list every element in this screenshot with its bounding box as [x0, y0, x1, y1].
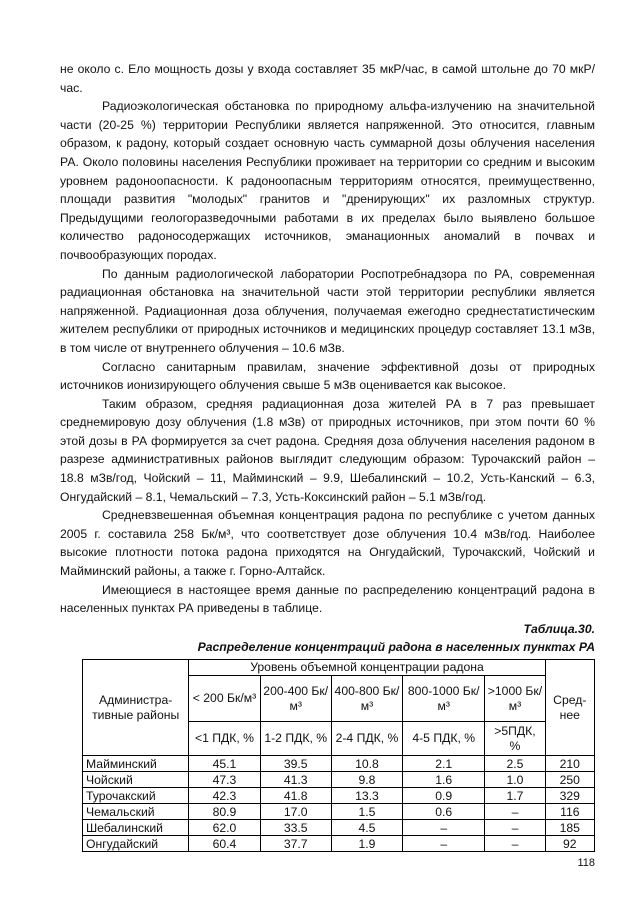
- value-cell: 1.9: [331, 836, 402, 852]
- value-cell: 9.8: [331, 772, 402, 788]
- district-cell: Шебалинский: [83, 820, 189, 836]
- value-cell: 185: [545, 820, 594, 836]
- district-cell: Онгудайский: [83, 836, 189, 852]
- table-row: [83, 788, 595, 804]
- page-content: [60, 60, 595, 852]
- value-cell: 250: [545, 772, 594, 788]
- page-number: 118: [577, 857, 595, 869]
- table-caption: Таблица.30.: [523, 621, 595, 636]
- value-cell: 0.9: [403, 788, 485, 804]
- header-pdk: >5ПДК, %: [485, 722, 545, 756]
- value-cell: 17.0: [260, 804, 331, 820]
- radon-table: [82, 659, 595, 852]
- district-cell: Чемальский: [83, 804, 189, 820]
- value-cell: 41.3: [260, 772, 331, 788]
- table-row: [83, 836, 595, 852]
- paragraph-lab-data: По данным радиологической лаборатории Роспотребнадзора по РА, современная радиационная обстановка на значительной части этой территории республики является напряженной. Радиационная доза облучения, получаемая ежегодно среднестатистическим жителем республики от природных источников и медицинских процедур составляет 13.1 мЗв, в том числе от внутреннего облучения – 10.6 мЗв.: [60, 266, 595, 355]
- value-cell: 1.7: [485, 788, 545, 804]
- value-cell: 1.6: [403, 772, 485, 788]
- value-cell: 47.3: [189, 772, 260, 788]
- value-cell: 1.5: [331, 804, 402, 820]
- value-cell: 45.1: [189, 756, 260, 772]
- header-pdk: <1 ПДК, %: [189, 722, 260, 756]
- district-cell: Майминский: [83, 756, 189, 772]
- value-cell: 92: [545, 836, 594, 852]
- value-cell: 42.3: [189, 788, 260, 804]
- header-range: 800-1000 Бк/м³: [403, 676, 485, 722]
- header-pdk: 2-4 ПДК, %: [331, 722, 402, 756]
- value-cell: –: [485, 836, 545, 852]
- table-row: [83, 756, 595, 772]
- value-cell: –: [485, 820, 545, 836]
- value-cell: 33.5: [260, 820, 331, 836]
- paragraph-table-intro: Имеющиеся в настоящее время данные по распределению концентраций радона в населенных пунктах РА приведены в таблице.: [60, 582, 595, 616]
- header-pdk: 1-2 ПДК, %: [260, 722, 331, 756]
- header-pdk: 4-5 ПДК, %: [403, 722, 485, 756]
- value-cell: 2.1: [403, 756, 485, 772]
- value-cell: 329: [545, 788, 594, 804]
- table-title: Распределение концентраций радона в населенных пунктах РА: [197, 640, 595, 655]
- header-district: Администра-тивные районы: [83, 660, 189, 756]
- paragraph-concentration: Средневзвешенная объемная концентрация радона по республике с учетом данных 2005 г. составила 258 Бк/м³, что соответствует дозе облучения 10.4 мЗв/год. Наиболее высокие плотности потока радона приходятся на Онгудайский, Турочакский, Чойский и Майминский районы, а также г. Горно-Алтайск.: [60, 508, 595, 579]
- paragraph-sanitary-rules: Согласно санитарным правилам, значение эффективной дозы от природных источников ионизирующего облучения свыше 5 мЗв оценивается как высокое.: [60, 359, 595, 393]
- value-cell: 4.5: [331, 820, 402, 836]
- value-cell: 10.8: [331, 756, 402, 772]
- value-cell: –: [403, 820, 485, 836]
- value-cell: 41.8: [260, 788, 331, 804]
- value-cell: 80.9: [189, 804, 260, 820]
- value-cell: 62.0: [189, 820, 260, 836]
- table-row: [83, 772, 595, 788]
- value-cell: 116: [545, 804, 594, 820]
- header-range: < 200 Бк/м³: [189, 676, 260, 722]
- value-cell: 2.5: [485, 756, 545, 772]
- district-cell: Чойский: [83, 772, 189, 788]
- value-cell: 37.7: [260, 836, 331, 852]
- value-cell: 13.3: [331, 788, 402, 804]
- paragraph-radioecology: Радиоэкологическая обстановка по природному альфа-излучению на значительной части (20-25 %) территории Республики является напряженной. Это относится, главным образом, к радону, который создает основную часть суммарной дозы облучения населения РА. Около половины населения Республики проживает на территории со средним и высоким уровнем радоноопасности. К радоноопасным территориям относятся, преимущественно, площади развития "молодых" гранитов и "дренирующих" их разломных структур. Предыдущими геологоразведочными работами в их пределах было выявлено большое количество радоносодержащих источников, эманационных аномалий в почвах и почвообразующих породах.: [60, 99, 595, 262]
- value-cell: –: [403, 836, 485, 852]
- value-cell: –: [485, 804, 545, 820]
- value-cell: 1.0: [485, 772, 545, 788]
- value-cell: 60.4: [189, 836, 260, 852]
- header-range: >1000 Бк/м³: [485, 676, 545, 722]
- header-group: Уровень объемной концентрации радона: [189, 660, 545, 676]
- table-row: [83, 820, 595, 836]
- value-cell: 0.6: [403, 804, 485, 820]
- value-cell: 39.5: [260, 756, 331, 772]
- table-body: [83, 756, 595, 852]
- header-range: 400-800 Бк/м³: [331, 676, 402, 722]
- header-range: 200-400 Бк/м³: [260, 676, 331, 722]
- table-row: [83, 804, 595, 820]
- district-cell: Турочакский: [83, 788, 189, 804]
- paragraph-average-dose: Таким образом, средняя радиационная доза жителей РА в 7 раз превышает среднемировую дозу облучения (1.8 мЗв) от природных источников, при этом почти 60 % этой дозы в РА формируется за счет радона. Средняя доза облучения населения радоном в разрезе административных районов выглядит следующим образом: Турочакский район – 18.8 мЗв/год, Чойский – 11, Майминский – 9.9, Шебалинский – 10.2, Усть-Канский – 6.3, Онгудайский – 8.1, Чемальский – 7.3, Усть-Коксинский район – 5.1 мЗв/год.: [60, 396, 595, 504]
- paragraph-continuation: не около с. Ело мощность дозы у входа составляет 35 мкР/час, в самой штольне до 70 мкР/час.: [60, 62, 595, 95]
- value-cell: 210: [545, 756, 594, 772]
- header-mean: Сред-нее: [545, 660, 594, 756]
